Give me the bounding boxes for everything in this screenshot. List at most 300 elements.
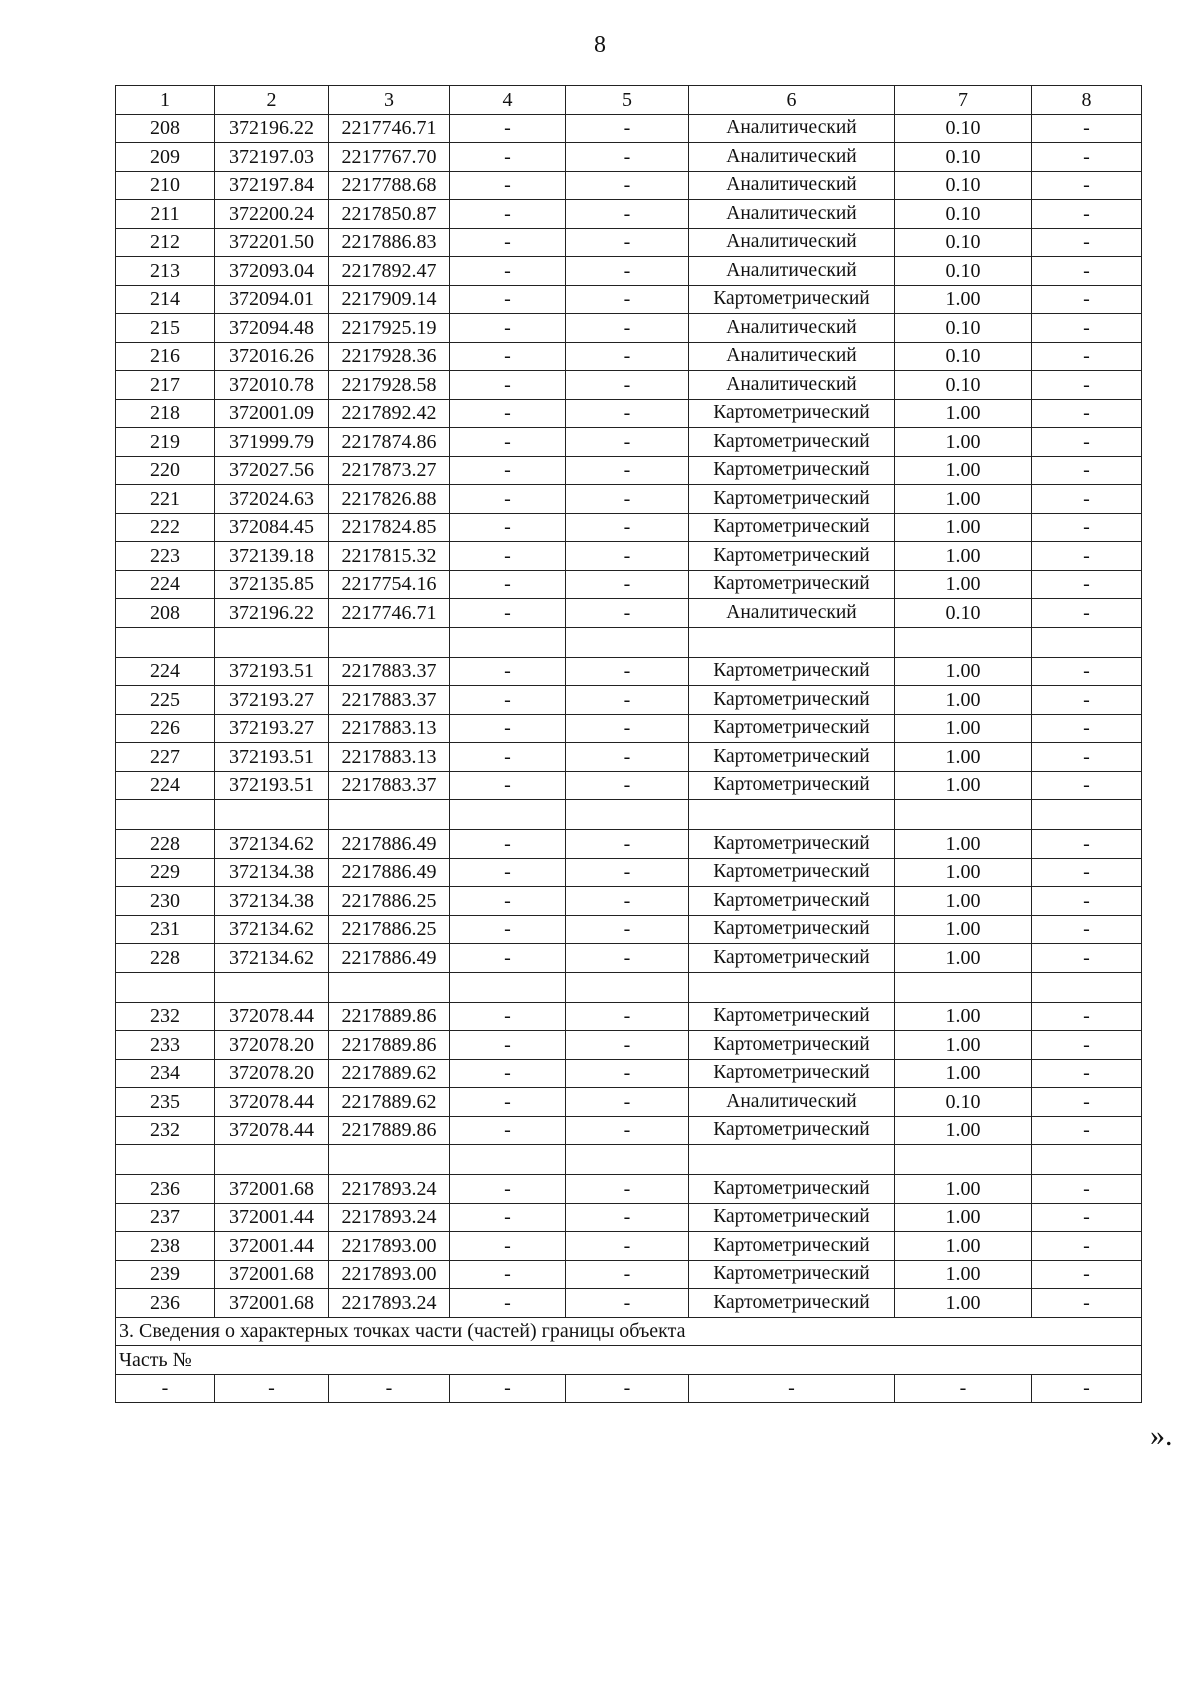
table-cell: 210 — [116, 171, 215, 200]
table-cell: - — [450, 743, 566, 772]
table-cell: 0.10 — [895, 371, 1032, 400]
table-cell: 2217909.14 — [329, 285, 450, 314]
table-cell: 0.10 — [895, 228, 1032, 257]
table-cell: Картометрический — [689, 456, 895, 485]
header-cell: 6 — [689, 86, 895, 115]
table-cell: 0.10 — [895, 171, 1032, 200]
table-row — [116, 257, 1142, 286]
table-cell: 372093.04 — [215, 257, 329, 286]
table-cell: - — [450, 428, 566, 457]
table-cell: 372193.27 — [215, 714, 329, 743]
table-cell: - — [566, 228, 689, 257]
table-cell — [1032, 972, 1142, 1002]
table-cell: 372193.51 — [215, 657, 329, 686]
table-cell: 2217886.25 — [329, 887, 450, 916]
table-cell: 1.00 — [895, 542, 1032, 571]
table-cell: 372094.01 — [215, 285, 329, 314]
table-cell: - — [450, 371, 566, 400]
table-cell: - — [566, 830, 689, 859]
table-row — [116, 1059, 1142, 1088]
table-cell: 2217889.86 — [329, 1031, 450, 1060]
table-cell: 219 — [116, 428, 215, 457]
table-cell: 2217826.88 — [329, 485, 450, 514]
table-cell: - — [450, 513, 566, 542]
table-cell: 372078.44 — [215, 1002, 329, 1031]
table-cell: - — [450, 485, 566, 514]
table-row — [116, 200, 1142, 229]
table-cell: - — [450, 399, 566, 428]
table-row — [116, 314, 1142, 343]
table-cell: Аналитический — [689, 314, 895, 343]
table-cell: 2217925.19 — [329, 314, 450, 343]
table-cell: 2217893.24 — [329, 1203, 450, 1232]
table-cell: - — [450, 944, 566, 973]
table-cell: - — [450, 1088, 566, 1117]
blank-separator-row — [116, 627, 1142, 657]
table-row — [116, 887, 1142, 916]
table-cell: 1.00 — [895, 1260, 1032, 1289]
table-cell: - — [1032, 542, 1142, 571]
table-cell: Картометрический — [689, 657, 895, 686]
table-cell: - — [566, 285, 689, 314]
table-cell: - — [450, 599, 566, 628]
table-row — [116, 858, 1142, 887]
table-cell — [1032, 800, 1142, 830]
table-cell: Картометрический — [689, 542, 895, 571]
table-cell: Аналитический — [689, 371, 895, 400]
table-cell — [689, 627, 895, 657]
table-cell: 208 — [116, 599, 215, 628]
part-cell: - — [1032, 1374, 1142, 1403]
table-cell — [116, 800, 215, 830]
table-cell: 1.00 — [895, 714, 1032, 743]
blank-separator-row — [116, 972, 1142, 1002]
table-cell: 2217928.36 — [329, 342, 450, 371]
table-cell: 1.00 — [895, 456, 1032, 485]
table-cell: - — [450, 228, 566, 257]
table-cell: 1.00 — [895, 915, 1032, 944]
table-cell: 226 — [116, 714, 215, 743]
table-cell: Картометрический — [689, 1260, 895, 1289]
table-cell — [215, 1145, 329, 1175]
table-cell: 222 — [116, 513, 215, 542]
table-cell: 1.00 — [895, 570, 1032, 599]
table-cell — [566, 972, 689, 1002]
table-row — [116, 1031, 1142, 1060]
table-cell: 2217886.25 — [329, 915, 450, 944]
table-cell: 2217889.62 — [329, 1059, 450, 1088]
table-cell: 239 — [116, 1260, 215, 1289]
table-cell: 1.00 — [895, 485, 1032, 514]
table-cell: 231 — [116, 915, 215, 944]
table-cell: - — [566, 1059, 689, 1088]
table-cell: - — [450, 1232, 566, 1261]
table-cell: 372001.68 — [215, 1260, 329, 1289]
table-cell: 372078.44 — [215, 1116, 329, 1145]
table-cell: - — [1032, 1116, 1142, 1145]
table-cell: 0.10 — [895, 200, 1032, 229]
table-cell: - — [566, 485, 689, 514]
table-cell: 1.00 — [895, 858, 1032, 887]
table-cell: 2217893.24 — [329, 1175, 450, 1204]
part-cell: - — [329, 1374, 450, 1403]
table-cell: 1.00 — [895, 771, 1032, 800]
table-cell: 2217883.13 — [329, 714, 450, 743]
table-row — [116, 1175, 1142, 1204]
table-cell: 2217928.58 — [329, 371, 450, 400]
table-row — [116, 944, 1142, 973]
table-cell: - — [566, 143, 689, 172]
table-cell: - — [450, 114, 566, 143]
table-cell: 2217883.37 — [329, 686, 450, 715]
table-cell: - — [1032, 1175, 1142, 1204]
table-row — [116, 371, 1142, 400]
table-cell — [689, 800, 895, 830]
table-cell: 2217893.00 — [329, 1232, 450, 1261]
table-cell: 1.00 — [895, 513, 1032, 542]
table-cell: - — [1032, 1232, 1142, 1261]
table-row — [116, 1116, 1142, 1145]
table-cell: 372134.38 — [215, 887, 329, 916]
table-cell: - — [450, 686, 566, 715]
section-title-row — [116, 1317, 1142, 1346]
table-row — [116, 228, 1142, 257]
table-cell: - — [450, 1260, 566, 1289]
table-cell: - — [566, 456, 689, 485]
table-cell — [895, 1145, 1032, 1175]
table-cell — [566, 1145, 689, 1175]
blank-separator-row — [116, 800, 1142, 830]
table-cell: Картометрический — [689, 513, 895, 542]
table-cell: - — [450, 570, 566, 599]
table-cell: 237 — [116, 1203, 215, 1232]
table-row — [116, 1260, 1142, 1289]
table-cell: - — [450, 143, 566, 172]
table-cell: 1.00 — [895, 1002, 1032, 1031]
table-cell: - — [450, 1175, 566, 1204]
table-cell: 232 — [116, 1002, 215, 1031]
table-cell: - — [566, 1088, 689, 1117]
header-cell: 4 — [450, 86, 566, 115]
table-cell: - — [1032, 1260, 1142, 1289]
header-cell: 2 — [215, 86, 329, 115]
table-cell: 0.10 — [895, 143, 1032, 172]
table-cell: - — [566, 513, 689, 542]
table-cell: 372197.03 — [215, 143, 329, 172]
table-cell: Картометрический — [689, 1059, 895, 1088]
table-row — [116, 570, 1142, 599]
table-row — [116, 485, 1142, 514]
table-cell: 212 — [116, 228, 215, 257]
coordinates-table — [115, 85, 1142, 1403]
table-row — [116, 657, 1142, 686]
table-cell — [689, 972, 895, 1002]
table-cell: 1.00 — [895, 686, 1032, 715]
table-cell: 2217889.62 — [329, 1088, 450, 1117]
table-row — [116, 428, 1142, 457]
table-cell: - — [566, 1289, 689, 1318]
part-row — [116, 1374, 1142, 1403]
table-cell: - — [1032, 228, 1142, 257]
table-cell: 232 — [116, 1116, 215, 1145]
table-cell: 372197.84 — [215, 171, 329, 200]
table-cell — [450, 800, 566, 830]
table-row — [116, 513, 1142, 542]
table-cell: - — [1032, 485, 1142, 514]
table-cell: 372200.24 — [215, 200, 329, 229]
table-cell: - — [1032, 657, 1142, 686]
table-cell: 221 — [116, 485, 215, 514]
table-cell: Картометрический — [689, 1116, 895, 1145]
table-cell: - — [1032, 257, 1142, 286]
table-cell: - — [450, 1002, 566, 1031]
table-cell: 220 — [116, 456, 215, 485]
table-cell: 225 — [116, 686, 215, 715]
table-cell: - — [1032, 1002, 1142, 1031]
table-cell: 1.00 — [895, 657, 1032, 686]
table-cell: 372001.09 — [215, 399, 329, 428]
table-cell — [116, 972, 215, 1002]
table-cell: - — [566, 399, 689, 428]
table-cell: 372010.78 — [215, 371, 329, 400]
table-cell: - — [566, 599, 689, 628]
table-cell: 213 — [116, 257, 215, 286]
table-cell: 372094.48 — [215, 314, 329, 343]
table-cell: Аналитический — [689, 114, 895, 143]
table-cell: 1.00 — [895, 1289, 1032, 1318]
table-row — [116, 143, 1142, 172]
table-cell: - — [566, 428, 689, 457]
table-cell: - — [1032, 200, 1142, 229]
table-cell: Аналитический — [689, 228, 895, 257]
part-label: Часть № — [116, 1346, 1142, 1375]
table-cell — [116, 627, 215, 657]
table-cell: 209 — [116, 143, 215, 172]
table-row — [116, 743, 1142, 772]
table-cell: Картометрический — [689, 1175, 895, 1204]
table-cell: - — [566, 1203, 689, 1232]
table-cell: Картометрический — [689, 285, 895, 314]
table-cell — [329, 972, 450, 1002]
table-cell: 0.10 — [895, 257, 1032, 286]
table-cell: 238 — [116, 1232, 215, 1261]
blank-separator-row — [116, 1145, 1142, 1175]
table-cell: - — [1032, 1088, 1142, 1117]
table-cell: 372134.62 — [215, 944, 329, 973]
table-cell: - — [1032, 1289, 1142, 1318]
table-cell: 0.10 — [895, 599, 1032, 628]
table-cell: 372193.51 — [215, 771, 329, 800]
table-cell: 2217754.16 — [329, 570, 450, 599]
table-cell: Картометрический — [689, 887, 895, 916]
table-cell: 2217850.87 — [329, 200, 450, 229]
table-cell: - — [566, 743, 689, 772]
table-cell: Картометрический — [689, 1002, 895, 1031]
table-row — [116, 830, 1142, 859]
table-cell: - — [450, 1289, 566, 1318]
table-row — [116, 1203, 1142, 1232]
table-body — [116, 86, 1142, 1318]
header-cell: 7 — [895, 86, 1032, 115]
table-cell: - — [1032, 887, 1142, 916]
table-cell: - — [1032, 314, 1142, 343]
table-cell: 1.00 — [895, 1232, 1032, 1261]
header-cell: 8 — [1032, 86, 1142, 115]
table-cell: - — [450, 771, 566, 800]
table-cell: - — [1032, 171, 1142, 200]
table-cell: - — [1032, 114, 1142, 143]
table-cell: Аналитический — [689, 1088, 895, 1117]
table-cell: 208 — [116, 114, 215, 143]
table-row — [116, 456, 1142, 485]
section-title: 3. Сведения о характерных точках части (частей) границы объекта — [116, 1317, 1142, 1346]
table-cell: 2217873.27 — [329, 456, 450, 485]
table-cell: 2217892.42 — [329, 399, 450, 428]
table-row — [116, 542, 1142, 571]
table-cell: Картометрический — [689, 915, 895, 944]
table-cell — [566, 627, 689, 657]
table-cell: Картометрический — [689, 714, 895, 743]
table-cell: Картометрический — [689, 830, 895, 859]
table-cell: - — [566, 342, 689, 371]
table-cell: Картометрический — [689, 858, 895, 887]
table-cell — [215, 627, 329, 657]
table-cell: 233 — [116, 1031, 215, 1060]
table-cell: - — [450, 456, 566, 485]
table-cell: - — [1032, 1031, 1142, 1060]
table-cell: 1.00 — [895, 1059, 1032, 1088]
table-cell: Аналитический — [689, 342, 895, 371]
table-cell: Аналитический — [689, 171, 895, 200]
table-row — [116, 599, 1142, 628]
table-cell — [689, 1145, 895, 1175]
table-cell: - — [450, 171, 566, 200]
table-cell: - — [1032, 456, 1142, 485]
table-cell: 372027.56 — [215, 456, 329, 485]
table-cell: 372193.27 — [215, 686, 329, 715]
table-cell: 228 — [116, 830, 215, 859]
table-cell: - — [1032, 285, 1142, 314]
part-cell: - — [689, 1374, 895, 1403]
table-cell: - — [450, 314, 566, 343]
table-cell: 2217874.86 — [329, 428, 450, 457]
table-cell — [1032, 1145, 1142, 1175]
table-cell: 372016.26 — [215, 342, 329, 371]
table-cell: - — [450, 830, 566, 859]
table-cell: 1.00 — [895, 944, 1032, 973]
part-cell: - — [566, 1374, 689, 1403]
table-cell: - — [1032, 944, 1142, 973]
part-label-row — [116, 1346, 1142, 1375]
table-row — [116, 171, 1142, 200]
table-cell: 229 — [116, 858, 215, 887]
table-row — [116, 1002, 1142, 1031]
table-row — [116, 342, 1142, 371]
table-cell: 372084.45 — [215, 513, 329, 542]
table-cell: 372078.44 — [215, 1088, 329, 1117]
table-cell: 2217893.24 — [329, 1289, 450, 1318]
table-cell: - — [1032, 830, 1142, 859]
table-cell: - — [450, 1116, 566, 1145]
table-cell: 234 — [116, 1059, 215, 1088]
table-cell: - — [1032, 858, 1142, 887]
table-cell: - — [450, 858, 566, 887]
table-cell: - — [1032, 771, 1142, 800]
table-cell: 224 — [116, 570, 215, 599]
table-cell: - — [566, 1031, 689, 1060]
table-cell: Аналитический — [689, 599, 895, 628]
table-cell: 236 — [116, 1289, 215, 1318]
table-cell — [895, 800, 1032, 830]
table-cell: - — [1032, 342, 1142, 371]
table-cell: 1.00 — [895, 1031, 1032, 1060]
table-cell: - — [1032, 570, 1142, 599]
table-cell: 2217788.68 — [329, 171, 450, 200]
table-cell: 228 — [116, 944, 215, 973]
table-cell: 2217889.86 — [329, 1116, 450, 1145]
table-cell: 372078.20 — [215, 1059, 329, 1088]
table-cell: 224 — [116, 657, 215, 686]
table-cell: Картометрический — [689, 485, 895, 514]
table-cell: - — [450, 542, 566, 571]
table-cell: Картометрический — [689, 743, 895, 772]
table-cell: - — [566, 915, 689, 944]
table-cell: 372139.18 — [215, 542, 329, 571]
table-row — [116, 714, 1142, 743]
table-cell: Аналитический — [689, 200, 895, 229]
table-cell: Картометрический — [689, 1203, 895, 1232]
table-cell: - — [450, 342, 566, 371]
table-cell: Картометрический — [689, 570, 895, 599]
table-cell: 1.00 — [895, 743, 1032, 772]
table-cell: 227 — [116, 743, 215, 772]
table-cell: 1.00 — [895, 887, 1032, 916]
table-row — [116, 114, 1142, 143]
table-cell: - — [566, 200, 689, 229]
table-row — [116, 1232, 1142, 1261]
table-cell: 372134.38 — [215, 858, 329, 887]
table-cell: 372024.63 — [215, 485, 329, 514]
header-cell: 5 — [566, 86, 689, 115]
table-cell: 236 — [116, 1175, 215, 1204]
table-cell: 2217746.71 — [329, 114, 450, 143]
table-cell: Картометрический — [689, 399, 895, 428]
table-cell: 218 — [116, 399, 215, 428]
table-row — [116, 399, 1142, 428]
table-cell — [116, 1145, 215, 1175]
part-cell: - — [895, 1374, 1032, 1403]
table-cell: 235 — [116, 1088, 215, 1117]
header-cell: 1 — [116, 86, 215, 115]
table-cell: 372196.22 — [215, 599, 329, 628]
table-cell: 211 — [116, 200, 215, 229]
table-cell: 230 — [116, 887, 215, 916]
table-cell: 2217893.00 — [329, 1260, 450, 1289]
table-cell: Аналитический — [689, 143, 895, 172]
table-cell: 217 — [116, 371, 215, 400]
table-cell: - — [1032, 399, 1142, 428]
table-cell: 2217883.37 — [329, 771, 450, 800]
table-cell: - — [566, 1232, 689, 1261]
table-cell: - — [1032, 743, 1142, 772]
table-cell — [329, 800, 450, 830]
table-cell: 224 — [116, 771, 215, 800]
table-cell: 215 — [116, 314, 215, 343]
table-cell: - — [566, 542, 689, 571]
table-cell: - — [566, 657, 689, 686]
table-cell: 372196.22 — [215, 114, 329, 143]
table-cell: Картометрический — [689, 428, 895, 457]
